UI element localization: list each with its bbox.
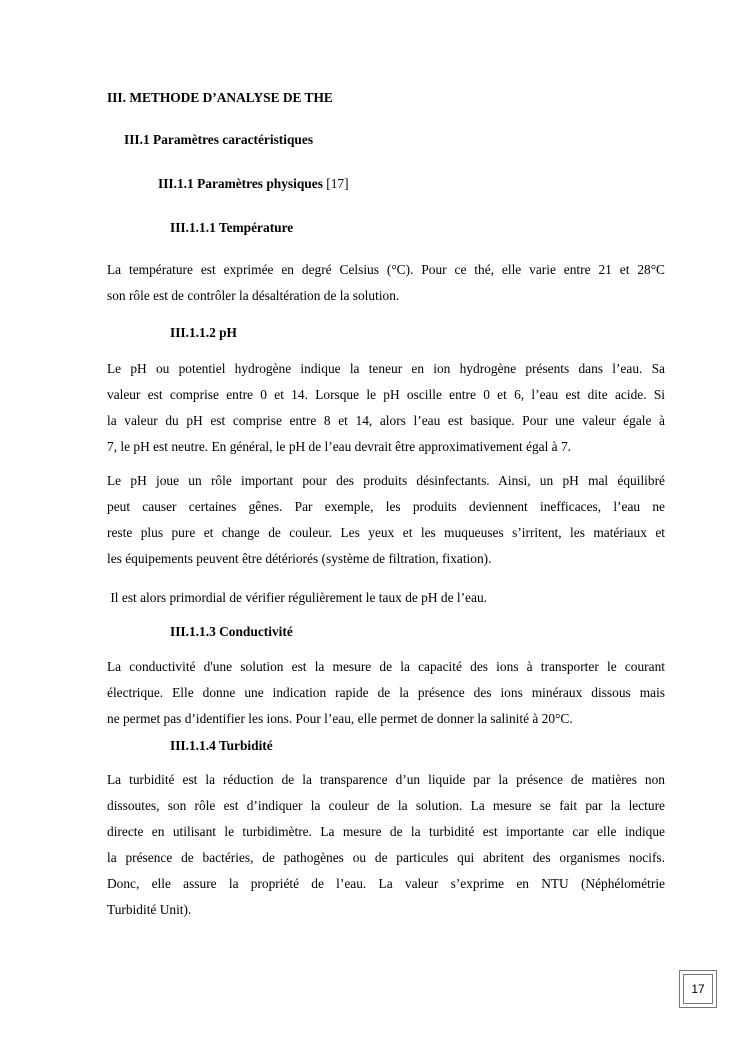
section-title-turbidite: III.1.1.4 Turbidité xyxy=(170,738,273,753)
section-title-temperature: III.1.1.1 Température xyxy=(170,220,294,235)
heading-main: III. METHODE D’ANALYSE DE THE xyxy=(107,90,333,105)
paragraph-turbidite xyxy=(107,767,665,923)
text-line: Turbidité Unit). xyxy=(107,902,192,917)
text-line: électrique. Elle donne une indication rapide de la présence des ions minéraux dissous mais xyxy=(107,685,665,700)
text-line: dissoutes, son rôle est d’indiquer la couleur de la solution. La mesure se fait par la lecture xyxy=(107,798,665,813)
text-line: La turbidité est la réduction de la transparence d’un liquide par la présence de matières non xyxy=(107,772,665,787)
text-line: 7, le pH est neutre. En général, le pH de l’eau devrait être approximativement égal à 7. xyxy=(107,439,572,454)
text-line: ne permet pas d’identifier les ions. Pour l’eau, elle permet de donner la salinité à 20°C. xyxy=(107,711,573,726)
text-line: Le pH joue un rôle important pour des produits désinfectants. Ainsi, un pH mal équilibré xyxy=(107,473,665,488)
paragraph-ph-3 xyxy=(107,585,665,611)
text-line: Le pH ou potentiel hydrogène indique la teneur en ion hydrogène présents dans l’eau. Sa xyxy=(107,361,665,376)
text-line: Donc, elle assure la propriété de l’eau. La valeur s’exprime en NTU (Néphélométrie xyxy=(107,876,665,891)
text-line: les équipements peuvent être détériorés (système de filtration, fixation). xyxy=(107,551,492,566)
text-line: la présence de bactéries, de pathogènes ou de particules qui abritent des organismes nocifs. xyxy=(107,850,665,865)
text-line: valeur est comprise entre 0 et 14. Lorsque le pH oscille entre 0 et 6, l’eau est dite acide. Si xyxy=(107,387,665,402)
section-title-conductivite: III.1.1.3 Conductivité xyxy=(170,624,293,639)
text-line: La conductivité d'une solution est la mesure de la capacité des ions à transporter le courant xyxy=(107,659,665,674)
text-line: directe en utilisant le turbidimètre. La mesure de la turbidité est importante car elle indique xyxy=(107,824,665,839)
page-number-box xyxy=(679,970,717,1008)
heading-subsub-title: III.1.1 Paramètres physiques xyxy=(158,176,323,191)
text-line: peut causer certaines gênes. Par exemple, les produits deviennent inefficaces, l’eau ne xyxy=(107,499,665,514)
page-number: 17 xyxy=(691,982,705,996)
section-title-ph: III.1.1.2 pH xyxy=(170,325,237,340)
text-line: La température est exprimée en degré Celsius (°C). Pour ce thé, elle varie entre 21 et 28°C xyxy=(107,262,665,277)
heading-subsub-reference: [17] xyxy=(326,176,349,191)
paragraph-temperature xyxy=(107,257,665,309)
text-line: reste plus pure et change de couleur. Les yeux et les muqueuses s’irritent, les matériaux et xyxy=(107,525,665,540)
paragraph-ph-2 xyxy=(107,468,665,572)
paragraph-ph-1 xyxy=(107,356,665,460)
heading-subsub xyxy=(158,176,349,192)
text-line: son rôle est de contrôler la désaltération de la solution. xyxy=(107,288,400,303)
heading-sub: III.1 Paramètres caractéristiques xyxy=(124,132,314,147)
paragraph-conductivite xyxy=(107,654,665,732)
text-line: la valeur du pH est comprise entre 8 et 14, alors l’eau est basique. Pour une valeur égale à xyxy=(107,413,665,428)
text-line: Il est alors primordial de vérifier régulièrement le taux de pH de l’eau. xyxy=(107,590,487,605)
